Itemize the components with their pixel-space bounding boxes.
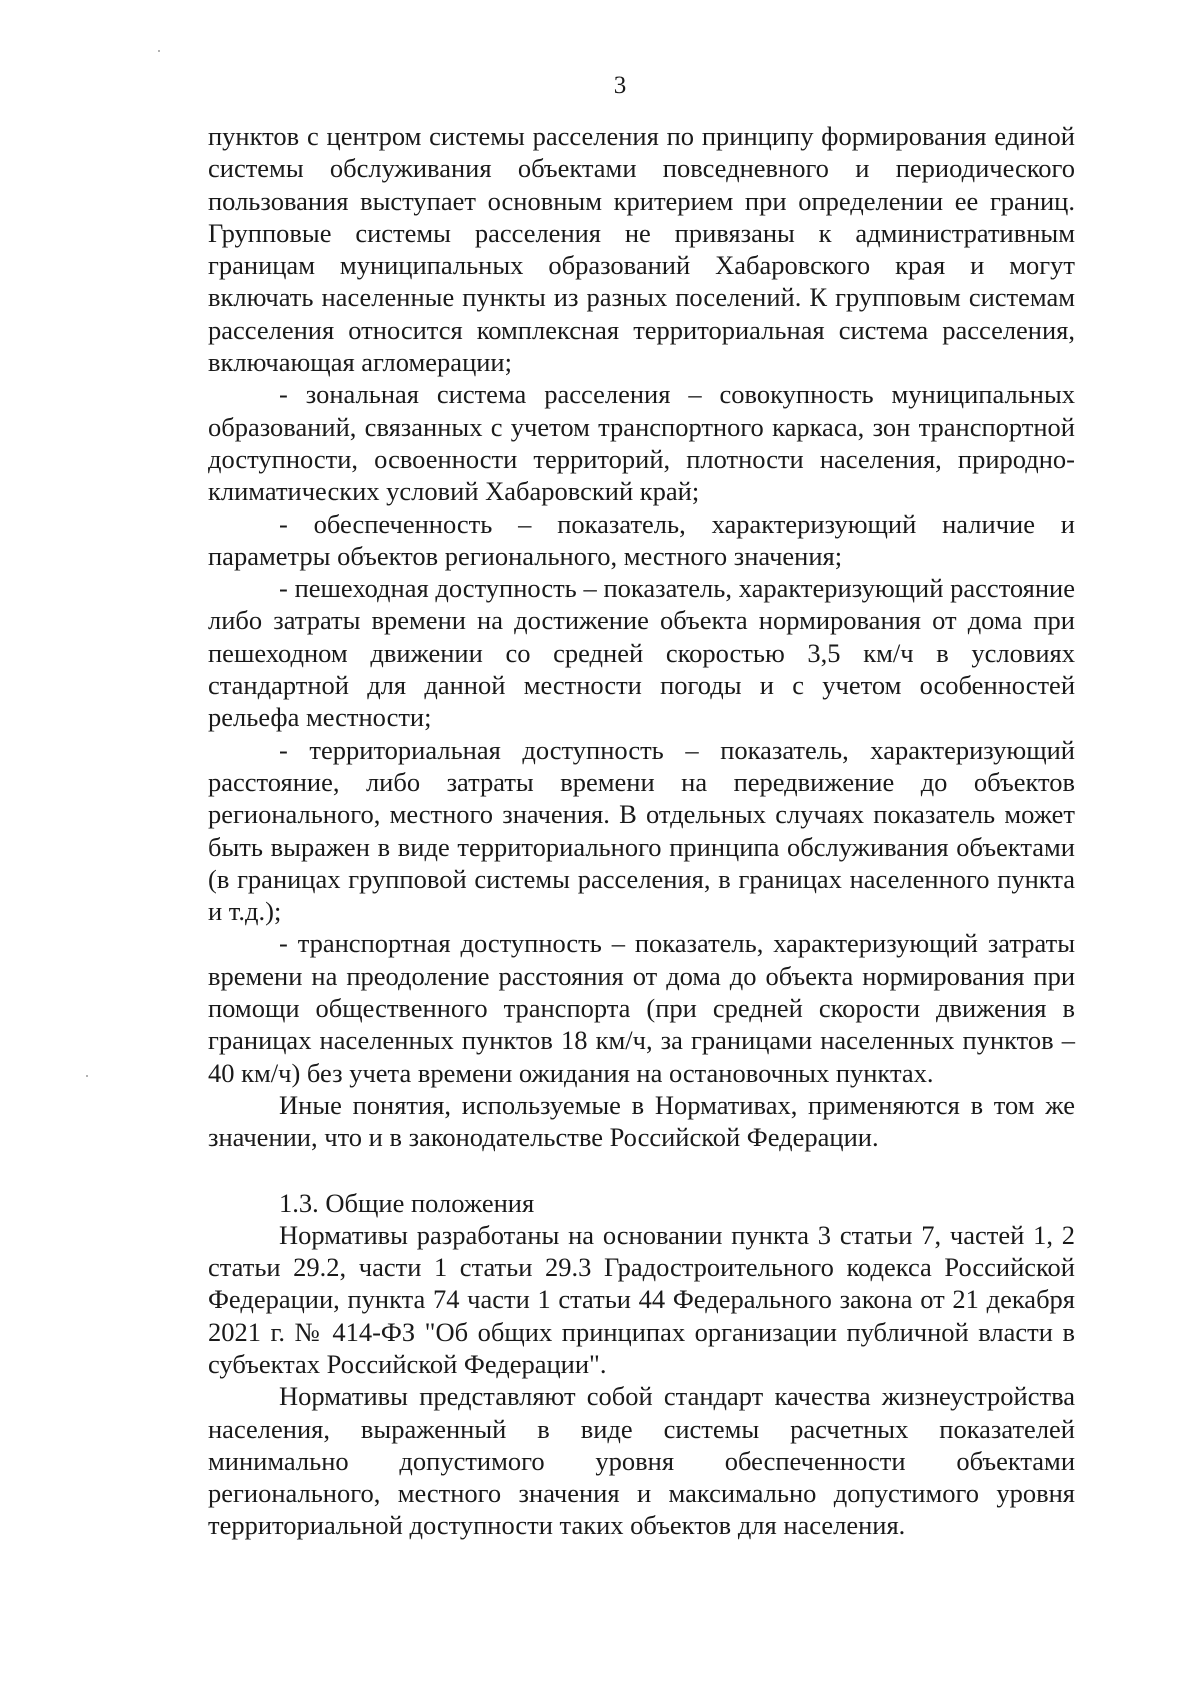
definition-pedestrian-access: - пешеходная доступность – показатель, характеризующий расстояние либо затраты времени на достижение объекта нормирования от дома при пешеходном движении со средней скоростью 3,5 км/ч в условиях стандартной для данной местности погоды и с учетом особенностей рельефа местности;: [208, 573, 1075, 733]
definition-territorial-access: - территориальная доступность – показатель, характеризующий расстояние, либо затраты времени на передвижение до объектов регионального, местного значения. В отдельных случаях показатель может быть выражен в виде территориального принципа обслуживания объектами (в границах групповой системы расселения, в границах населенного пункта и т.д.);: [208, 734, 1075, 927]
document-body: [208, 120, 1075, 1542]
definition-provision: - обеспеченность – показатель, характеризующий наличие и параметры объектов регионального, местного значения;: [208, 508, 1075, 571]
paragraph-continuation: пунктов с центром системы расселения по принципу формирования единой системы обслуживания объектами повседневного и периодического пользования выступает основным критерием при определении ее границ. Групповые системы расселения не привязаны к административным границам муниципальных образований Хабаровского края и могут включать населенные пункты из разных поселений. К групповым системам расселения относится комплексная территориальная система расселения, включающая агломерации;: [208, 121, 1075, 378]
definition-zonal-system: - зональная система расселения – совокупность муниципальных образований, связанных с учетом транспортного каркаса, зон транспортной доступности, освоенности территорий, плотности населения, природно-климатических условий Хабаровский край;: [208, 379, 1075, 507]
section-heading: 1.3. Общие положения: [279, 1187, 535, 1218]
scan-speck: [86, 1075, 88, 1077]
definition-transport-access: - транспортная доступность – показатель, характеризующий затраты времени на преодоление расстояния от дома до объекта нормирования при помощи общественного транспорта (при средней скорости движения в границах населенных пунктов 18 км/ч, за границами населенных пунктов – 40 км/ч) без учета времени ожидания на остановочных пунктах.: [208, 928, 1075, 1088]
paragraph-legal-basis: Нормативы разработаны на основании пункта 3 статьи 7, частей 1, 2 статьи 29.2, части 1 статьи 29.3 Градостроительного кодекса Российской Федерации, пункта 74 части 1 статьи 44 Федерального закона от 21 декабря 2021 г. № 414-ФЗ "Об общих принципах организации публичной власти в субъектах Российской Федерации".: [208, 1219, 1075, 1379]
scan-speck: [158, 50, 160, 52]
page-number: 3: [613, 72, 627, 99]
paragraph-other-terms: Иные понятия, используемые в Нормативах, применяются в том же значении, что и в законодательстве Российской Федерации.: [208, 1089, 1075, 1153]
paragraph-standards-description: Нормативы представляют собой стандарт качества жизнеустройства населения, выраженный в виде системы расчетных показателей минимально допустимого уровня обеспеченности объектами регионального, местного значения и максимально допустимого уровня территориальной доступности таких объектов для населения.: [208, 1381, 1075, 1541]
